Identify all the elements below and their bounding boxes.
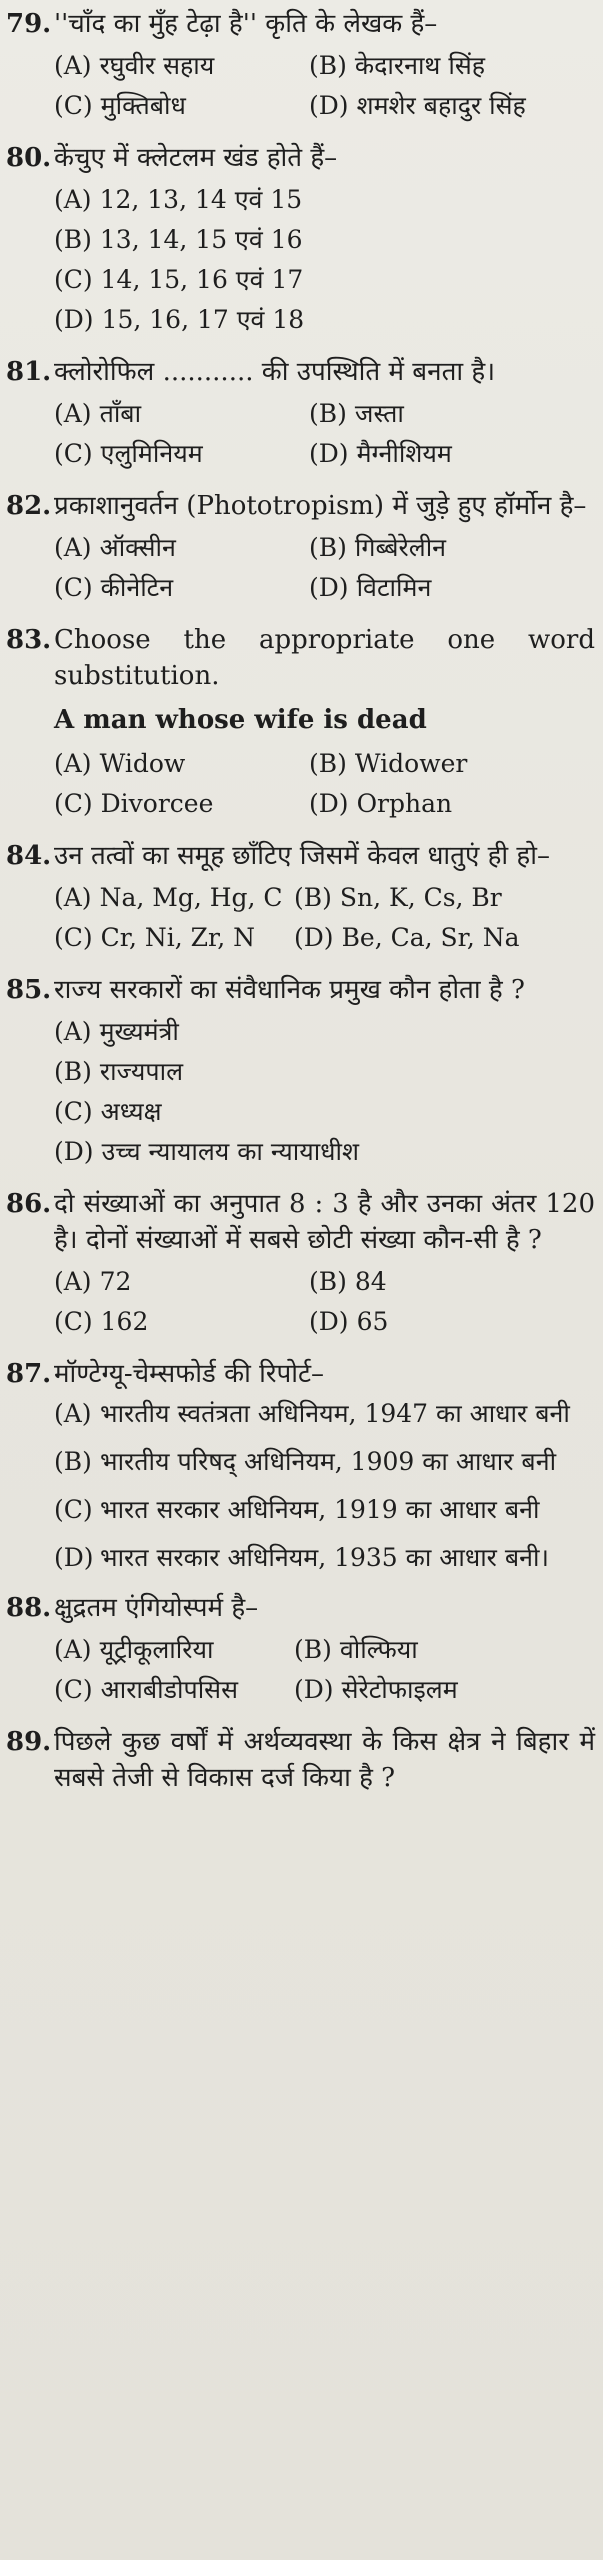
question-number: 87.: [6, 1359, 52, 1389]
option-a: (A) भारतीय स्वतंत्रता अधिनियम, 1947 का आधार बनी: [54, 1399, 570, 1428]
option-c: (C) Divorcee: [54, 789, 214, 818]
options: [54, 1396, 595, 1576]
option-d: (D) उच्च न्यायालय का न्यायाधीश: [54, 1137, 360, 1166]
question-85: [6, 972, 595, 1172]
options: [54, 394, 595, 474]
question-84: [6, 838, 595, 958]
question-text: मॉण्टेग्यू-चेम्सफोर्ड की रिपोर्ट–: [54, 1359, 325, 1389]
option-d: (D) मैग्नीशियम: [309, 439, 452, 468]
question-text: क्षुद्रतम एंगियोस्पर्म है–: [54, 1593, 259, 1623]
option-c: (C) आराबीडोपसिस: [54, 1675, 238, 1704]
option-d: (D) विटामिन: [309, 573, 432, 602]
option-a: (A) यूट्रीकूलारिया: [54, 1635, 214, 1664]
question-number: 82.: [6, 491, 52, 521]
options: [54, 1630, 595, 1710]
option-a: (A) Widow: [54, 749, 186, 778]
question-number: 81.: [6, 357, 52, 387]
options: [54, 46, 595, 126]
option-d: (D) 65: [309, 1307, 389, 1336]
option-b: (B) Widower: [309, 749, 468, 778]
question-number: 88.: [6, 1593, 52, 1623]
options: [54, 1012, 595, 1172]
option-c: (C) भारत सरकार अधिनियम, 1919 का आधार बनी: [54, 1495, 540, 1524]
option-d: (D) Orphan: [309, 789, 453, 818]
question-89: [6, 1724, 595, 1796]
option-b: (B) वोल्फिया: [294, 1635, 418, 1664]
question-88: [6, 1590, 595, 1710]
option-a: (A) 12, 13, 14 एवं 15: [54, 185, 303, 214]
options: [54, 744, 595, 824]
option-c: (C) एलुमिनियम: [54, 439, 203, 468]
question-number: 84.: [6, 841, 52, 871]
option-c: (C) Cr, Ni, Zr, N: [54, 923, 255, 952]
question-text: केंचुए में क्लेटलम खंड होते हैं–: [54, 143, 338, 173]
question-text: Choose the appropriate one word substitution.: [54, 625, 595, 691]
option-b: (B) जस्ता: [309, 399, 404, 428]
question-text: क्लोरोफिल ........... की उपस्थिति में बनता है।: [54, 357, 496, 387]
option-c: (C) कीनेटिन: [54, 573, 174, 602]
option-b: (B) Sn, K, Cs, Br: [294, 883, 502, 912]
question-number: 89.: [6, 1727, 52, 1757]
option-a: (A) ऑक्सीन: [54, 533, 176, 562]
question-text: उन तत्वों का समूह छाँटिए जिसमें केवल धातुएं ही हो–: [54, 841, 550, 871]
option-d: (D) भारत सरकार अधिनियम, 1935 का आधार बनी।: [54, 1543, 549, 1572]
question-text: दो संख्याओं का अनुपात 8 : 3 है और उनका अंतर 120 है। दोनों संख्याओं में सबसे छोटी संख्या कौन-सी है ?: [54, 1189, 595, 1255]
option-a: (A) रघुवीर सहाय: [54, 51, 215, 80]
question-text: पिछले कुछ वर्षों में अर्थव्यवस्था के किस क्षेत्र ने बिहार में सबसे तेजी से विकास दर्ज किया है ?: [54, 1727, 595, 1793]
option-b: (B) राज्यपाल: [54, 1057, 184, 1086]
option-a: (A) ताँबा: [54, 399, 142, 428]
question-text: ''चाँद का मुँह टेढ़ा है'' कृति के लेखक हैं–: [54, 9, 438, 39]
option-c: (C) अध्यक्ष: [54, 1097, 162, 1126]
options: [54, 528, 595, 608]
option-d: (D) Be, Ca, Sr, Na: [294, 923, 520, 952]
question-number: 85.: [6, 975, 52, 1005]
option-c: (C) 162: [54, 1307, 149, 1336]
question-87: [6, 1356, 595, 1576]
option-a: (A) मुख्यमंत्री: [54, 1017, 179, 1046]
question-number: 80.: [6, 143, 52, 173]
question-79: [6, 6, 595, 126]
options: [54, 878, 595, 958]
option-a: (A) Na, Mg, Hg, C: [54, 883, 283, 912]
option-d: (D) सेरेटोफाइलम: [294, 1675, 458, 1704]
options: [54, 1262, 595, 1342]
question-81: [6, 354, 595, 474]
option-c: (C) मुक्तिबोध: [54, 91, 186, 120]
option-d: (D) 15, 16, 17 एवं 18: [54, 305, 305, 334]
options: [54, 180, 595, 340]
question-subtext: A man whose wife is dead: [54, 705, 427, 735]
question-82: [6, 488, 595, 608]
question-number: 86.: [6, 1189, 52, 1219]
option-b: (B) 13, 14, 15 एवं 16: [54, 225, 303, 254]
option-c: (C) 14, 15, 16 एवं 17: [54, 265, 304, 294]
question-number: 79.: [6, 9, 52, 39]
question-80: [6, 140, 595, 340]
question-text: राज्य सरकारों का संवैधानिक प्रमुख कौन होता है ?: [54, 975, 525, 1005]
question-number: 83.: [6, 625, 52, 655]
option-d: (D) शमशेर बहादुर सिंह: [309, 91, 526, 120]
question-83: [6, 622, 595, 824]
option-b: (B) 84: [309, 1267, 387, 1296]
question-text: प्रकाशानुवर्तन (Phototropism) में जुड़े हुए हॉर्मोन है–: [54, 491, 587, 521]
option-b: (B) भारतीय परिषद् अधिनियम, 1909 का आधार बनी: [54, 1447, 557, 1476]
question-86: [6, 1186, 595, 1342]
option-a: (A) 72: [54, 1267, 132, 1296]
option-b: (B) केदारनाथ सिंह: [309, 51, 485, 80]
option-b: (B) गिब्बेरेलीन: [309, 533, 447, 562]
